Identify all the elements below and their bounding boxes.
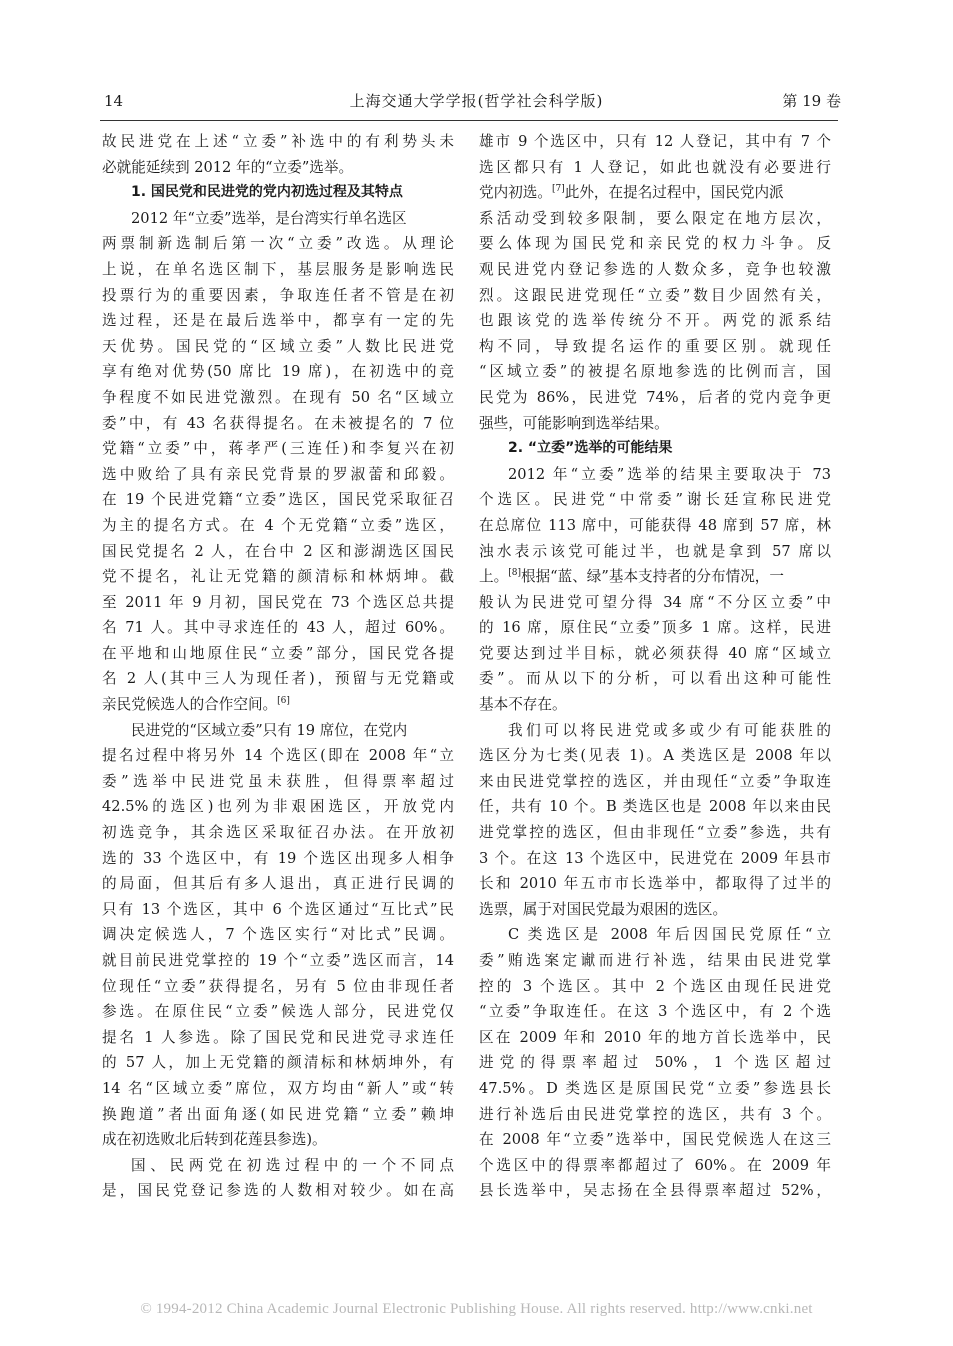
line-text: 个选区中的得票率都超过了 60%。在 2009 年 — [479, 1156, 831, 1174]
text-line — [479, 206, 831, 232]
line-text: 参选。在原住民“立委”候选人部分，民进党仅 — [102, 1003, 454, 1021]
line-text: 是，国民党登记参选的人数相对较少。如在高 — [102, 1182, 454, 1200]
text-line — [479, 718, 831, 744]
line-text: 党不提名，礼让无党籍的颜清标和林炳坤。截 — [102, 568, 454, 586]
text-line — [479, 231, 831, 257]
citation-ref: [6] — [277, 696, 290, 707]
text-line — [102, 1153, 454, 1179]
line-text: 14 名“区域立委”席位，双方均由“新人”或“转 — [102, 1079, 454, 1097]
text-line — [102, 385, 454, 411]
text-line — [479, 1025, 831, 1051]
text-line — [102, 641, 454, 667]
text-line — [479, 743, 831, 769]
text-line — [102, 820, 454, 846]
line-text: 也跟该党的选举传统分不开。两党的派系结 — [479, 312, 831, 330]
line-text: 享有绝对优势(50 席比 19 席)，在初选中的竞 — [102, 363, 454, 381]
line-text: 的 57 人，加上无党籍的颜清标和林炳坤外，有 — [102, 1054, 454, 1072]
text-line — [102, 1102, 454, 1128]
text-line — [102, 359, 454, 385]
text-line — [102, 871, 454, 897]
line-text-continued: 此外，在提名过程中，国民党内派 — [564, 184, 784, 202]
text-line — [102, 1127, 454, 1153]
line-text: 47.5%。D 类选区是原国民党“立委”参选县长 — [479, 1079, 831, 1097]
text-line — [479, 846, 831, 872]
text-line — [102, 948, 454, 974]
text-line — [479, 564, 831, 590]
text-line — [479, 539, 831, 565]
line-text: 2012 年“立委”选举的结果主要取决于 73 — [508, 465, 831, 483]
text-line — [102, 897, 454, 923]
line-text: 天优势。国民党的“区域立委”人数比民进党 — [102, 337, 454, 355]
line-text: 3 个。在这 13 个选区中，民进党在 2009 年县市 — [479, 849, 831, 867]
text-line — [479, 769, 831, 795]
line-text: 选票，属于对国民党最为艰困的选区。 — [479, 900, 728, 918]
line-text: 选的 33 个选区中，有 19 个选区出现多人相争 — [102, 849, 454, 867]
line-text: 必就能延续到 2012 年的“立委”选举。 — [102, 158, 354, 176]
text-line — [102, 692, 454, 718]
left-column — [102, 129, 454, 1204]
text-line — [102, 334, 454, 360]
line-text: 观民进党内登记参选的人数众多，竞争也较激 — [479, 260, 831, 278]
copyright-footer: © 1994-2012 China Academic Journal Electronic Publishing House. All rights reserved. http://www.cnki.net — [140, 1301, 813, 1317]
line-text: 亲民党候选人的合作空间。 — [102, 696, 278, 714]
text-line — [102, 1050, 454, 1076]
text-line — [479, 257, 831, 283]
line-text: 国、民两党在初选过程中的一个不同点 — [131, 1156, 454, 1174]
text-line — [479, 487, 831, 513]
text-line — [102, 1178, 454, 1204]
line-text: 民进党的“区域立委”只有 19 席位，在党内 — [131, 721, 408, 739]
line-text: 委”选举中民进党虽未获胜，但得票率超过 — [102, 772, 454, 790]
text-line — [102, 999, 454, 1025]
text-line — [102, 283, 454, 309]
line-text: 上。 — [479, 568, 509, 586]
text-line — [479, 666, 831, 692]
text-line — [479, 871, 831, 897]
line-text: 党要达到过半目标，就必须获得 40 席“区域立 — [479, 644, 831, 662]
line-text: 在 19 个民进党籍“立委”选区，国民党采取征召 — [102, 491, 454, 509]
text-line — [479, 513, 831, 539]
text-line — [102, 1076, 454, 1102]
text-line — [479, 974, 831, 1000]
line-text: 在 2008 年“立委”选举中，国民党候选人在这三 — [479, 1131, 831, 1149]
line-text: 国民党提名 2 人，在台中 2 区和澎湖选区国民 — [102, 542, 454, 560]
text-line — [102, 155, 454, 181]
text-line — [102, 1025, 454, 1051]
line-text: 个选区。民进党“中常委”谢长廷宣称民进党 — [479, 491, 831, 509]
text-line — [479, 462, 831, 488]
line-text: 故民进党在上述“立委”补选中的有利势头未 — [102, 133, 454, 150]
line-text: 提名过程中将另外 14 个选区(即在 2008 年“立 — [102, 747, 454, 765]
text-line — [102, 615, 454, 641]
text-line — [479, 129, 831, 155]
line-text: 的局面，但其后有多人退出，真正进行民调的 — [102, 875, 454, 893]
text-line — [102, 794, 454, 820]
line-text: 党籍“立委”中，蒋孝严(三连任)和李复兴在初 — [102, 440, 454, 458]
line-text: 进党的得票率超过 50%，1 个选区超过 — [479, 1054, 831, 1072]
line-text: 名 71 人。其中寻求连任的 43 人，超过 60%。 — [102, 619, 454, 637]
text-line — [479, 436, 831, 462]
line-text: “立委”争取连任。在这 3 个选区中，有 2 个选 — [479, 1003, 831, 1021]
text-line — [102, 718, 454, 744]
line-text: 区在 2009 年和 2010 年的地方首长选举中，民 — [479, 1028, 831, 1046]
line-text: 在平地和山地原住民“立委”部分，国民党各提 — [102, 644, 454, 662]
text-line — [479, 615, 831, 641]
line-text: 选中败给了具有亲民党背景的罗淑蕾和邱毅。 — [102, 465, 454, 483]
line-text: 民党为 86%，民进党 74%，后者的党内竞争更 — [479, 388, 831, 406]
line-text: 选区分为七类(见表 1)。A 类选区是 2008 年以 — [479, 747, 831, 765]
line-text: 只有 13 个选区，其中 6 个选区通过“互比式”民 — [102, 900, 454, 918]
page-number: 14 — [104, 92, 124, 110]
text-line — [479, 641, 831, 667]
line-text: 委”。而从以下的分析，可以看出这种可能性 — [479, 670, 831, 688]
text-line — [479, 1127, 831, 1153]
line-text: 42.5%的选区)也列为非艰困选区，开放党内 — [102, 798, 454, 816]
line-text: 调决定候选人，7 个选区实行“对比式”民调。 — [102, 926, 454, 944]
line-text: 2012 年“立委”选举，是台湾实行单名选区 — [131, 209, 407, 227]
line-text: C 类选区是 2008 年后因国民党原任“立 — [508, 926, 831, 944]
line-text: 名 2 人(其中三人为现任者)，预留与无党籍或 — [102, 670, 454, 688]
line-text: 选区都只有 1 人登记，如此也就没有必要进行 — [479, 158, 831, 176]
text-line — [102, 436, 454, 462]
text-line — [102, 206, 454, 232]
line-text: 就目前民进党掌控的 19 个“立委”选区而言，14 — [102, 952, 454, 969]
line-text: 系活动受到较多限制，要么限定在地方层次， — [479, 209, 831, 227]
line-text: 要么体现为国民党和亲民党的权力斗争。反 — [479, 235, 831, 253]
line-text: 浊水表示该党可能过半，也就是拿到 57 席以 — [479, 542, 831, 560]
citation-ref: [7] — [551, 184, 565, 195]
text-line — [479, 180, 831, 206]
text-line — [479, 1178, 831, 1204]
line-text: 两票制新选制后第一次“立委”改选。从理论 — [102, 235, 454, 253]
text-line — [479, 1153, 831, 1179]
text-line — [479, 922, 831, 948]
text-line — [102, 564, 454, 590]
text-line — [479, 359, 831, 385]
text-line — [102, 487, 454, 513]
line-text: 县长选举中，吴志扬在全县得票率超过 52%， — [479, 1182, 831, 1200]
line-text: 在总席位 113 席中，可能获得 48 席到 57 席，林 — [479, 516, 831, 534]
text-line — [102, 666, 454, 692]
line-text: 至 2011 年 9 月初，国民党在 73 个选区总共提 — [102, 593, 454, 611]
text-line — [102, 846, 454, 872]
line-text: 基本不存在。 — [479, 696, 567, 714]
line-text: 为主的提名方式。在 4 个无党籍“立委”选区， — [102, 516, 454, 534]
line-text: 委”中，有 43 名获得提名。在未被提名的 7 位 — [102, 414, 454, 432]
text-line — [102, 590, 454, 616]
line-text: 选过程，还是在最后选举中，都享有一定的先 — [102, 312, 454, 330]
text-line — [102, 129, 454, 155]
text-line — [479, 155, 831, 181]
text-line — [479, 794, 831, 820]
line-text: 控的 3 个选区。其中 2 个选区由现任民进党 — [479, 977, 831, 995]
text-line — [479, 385, 831, 411]
line-text: 任，共有 10 个。B 类选区也是 2008 年以来由民 — [479, 798, 831, 816]
text-line — [102, 257, 454, 283]
text-line — [479, 1076, 831, 1102]
line-text: 烈。这跟民进党现任“立委”数目少固然有关， — [479, 286, 831, 304]
line-text: 投票行为的重要因素，争取连任者不管是在初 — [102, 286, 454, 304]
line-text: 的 16 席，原住民“立委”顶多 1 席。这样，民进 — [479, 619, 831, 637]
line-text: 来由民进党掌控的选区，并由现任“立委”争取连 — [479, 772, 831, 790]
line-text: 2. “立委”选举的可能结果 — [508, 440, 673, 457]
line-text: 我们可以将民进党或多或少有可能获胜的 — [508, 721, 831, 739]
text-line — [102, 539, 454, 565]
line-text: 1. 国民党和民进党的党内初选过程及其特点 — [131, 184, 403, 201]
line-text: 强些，可能影响到选举结果。 — [479, 414, 669, 432]
line-text: 雄市 9 个选区中，只有 12 人登记，其中有 7 个 — [479, 133, 831, 150]
line-text: 般认为民进党可望分得 34 席“不分区立委”中 — [479, 593, 831, 611]
text-line — [102, 769, 454, 795]
text-line — [102, 462, 454, 488]
text-line — [102, 308, 454, 334]
text-line — [102, 231, 454, 257]
text-line — [479, 590, 831, 616]
text-line — [102, 922, 454, 948]
line-text: 进党掌控的选区，但由非现任“立委”参选，共有 — [479, 824, 831, 842]
line-text: 位现任“立委”获得提名，另有 5 位由非现任者 — [102, 977, 454, 995]
text-line — [102, 411, 454, 437]
text-line — [479, 1102, 831, 1128]
text-line — [479, 283, 831, 309]
line-text: 党内初选。 — [479, 184, 552, 202]
text-line — [102, 974, 454, 1000]
right-column — [479, 129, 831, 1204]
text-line — [102, 743, 454, 769]
header-rule — [100, 120, 838, 121]
line-text: 换跑道”者出面角逐(如民进党籍“立委”赖坤 — [102, 1105, 454, 1123]
line-text: 委”贿选案定谳而进行补选，结果由民进党掌 — [479, 952, 831, 969]
line-text: 进行补选后由民进党掌控的选区，共有 3 个。 — [479, 1105, 831, 1123]
journal-title: 上海交通大学学报(哲学社会科学版) — [349, 92, 604, 110]
volume-label: 第 19 卷 — [782, 92, 841, 110]
text-line — [102, 180, 454, 206]
text-line — [479, 308, 831, 334]
line-text-continued: 根据“蓝、绿”基本支持者的分布情况，一 — [520, 568, 784, 586]
line-text: 初选竞争，其余选区采取征召办法。在开放初 — [102, 824, 454, 842]
text-line — [479, 948, 831, 974]
line-text: 上说，在单名选区制下，基层服务是影响选民 — [102, 260, 454, 278]
text-line — [479, 692, 831, 718]
text-line — [479, 897, 831, 923]
line-text: 争程度不如民进党激烈。在现有 50 名“区域立 — [102, 388, 454, 406]
line-text: “区域立委”的被提名原地参选的比例而言，国 — [479, 363, 831, 381]
citation-ref: [8] — [508, 568, 521, 579]
line-text: 构不同，导致提名运作的重要区别。就现任 — [479, 337, 831, 355]
text-line — [479, 820, 831, 846]
text-line — [479, 411, 831, 437]
text-line — [102, 513, 454, 539]
line-text: 成在初选败北后转到花莲县参选)。 — [102, 1131, 327, 1149]
text-line — [479, 334, 831, 360]
text-line — [479, 1050, 831, 1076]
text-line — [479, 999, 831, 1025]
line-text: 长和 2010 年五市市长选举中，都取得了过半的 — [479, 875, 831, 893]
line-text: 提名 1 人参选。除了国民党和民进党寻求连任 — [102, 1028, 454, 1046]
